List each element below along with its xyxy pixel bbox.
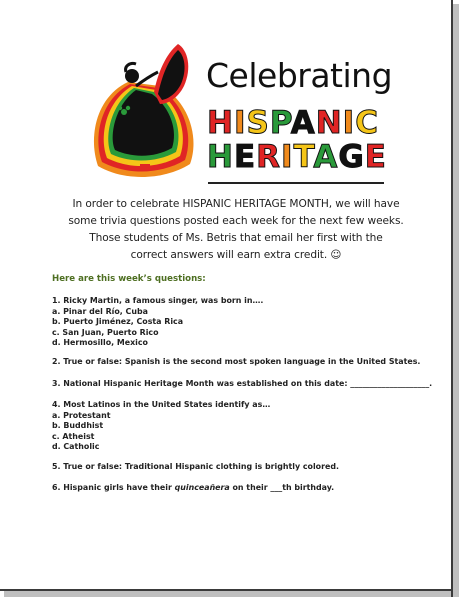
title-letter: C <box>355 105 379 141</box>
page-border <box>451 0 453 597</box>
question-1 <box>52 296 263 349</box>
answer-option: a. Protestant <box>52 410 111 420</box>
title-heritage <box>207 139 387 175</box>
question-3 <box>52 379 432 390</box>
question-5 <box>52 462 339 473</box>
answer-option: d. Hermosillo, Mexico <box>52 338 148 348</box>
intro-line: correct answers will earn extra credit. ☺ <box>130 249 342 261</box>
question-prompt: 3. National Hispanic Heritage Month was established on this date: ____________________. <box>52 379 433 388</box>
title-letter: T <box>293 139 314 175</box>
title-letter: N <box>315 105 343 141</box>
question-prompt: 4. Most Latinos in the United States identify as… <box>52 400 271 409</box>
title-hispanic <box>207 105 379 141</box>
title-letter: I <box>233 105 247 141</box>
title-letter: A <box>313 139 339 175</box>
question-4 <box>52 400 270 453</box>
answer-option: a. Pinar del Río, Cuba <box>52 306 148 316</box>
title-letter: A <box>290 105 316 141</box>
celebrating-title: Celebrating <box>206 56 393 95</box>
page-border <box>0 589 453 591</box>
page-shadow <box>453 4 459 595</box>
title-letter: R <box>256 139 282 175</box>
question-text-italic: quinceañera <box>174 483 230 492</box>
title-letter: S <box>246 105 270 141</box>
answer-option: b. Puerto Jiménez, Costa Rica <box>52 317 184 327</box>
title-letter: I <box>342 105 356 141</box>
question-2 <box>52 357 420 368</box>
title-letter: H <box>207 105 234 141</box>
answer-option: b. Buddhist <box>52 421 104 431</box>
question-prompt <box>52 483 334 494</box>
title-divider <box>208 182 384 184</box>
intro-paragraph <box>40 196 432 264</box>
title-letter: H <box>207 139 234 175</box>
title-letter: I <box>281 139 294 175</box>
answer-option: c. Atheist <box>52 431 95 441</box>
question-prompt: 2. True or false: Spanish is the second most spoken language in the United States. <box>52 357 421 366</box>
title-letter: E <box>233 139 257 175</box>
flamenco-dancer-illustration <box>88 42 200 182</box>
questions-heading: Here are this week’s questions: <box>52 274 206 284</box>
question-text: 6. Hispanic girls have their <box>52 483 175 492</box>
intro-line: Those students of Ms. Betris that email her first with the <box>89 232 383 244</box>
page-shadow <box>4 591 459 597</box>
title-letter: P <box>269 105 291 141</box>
answer-option: c. San Juan, Puerto Rico <box>52 327 159 337</box>
question-prompt: 1. Ricky Martin, a famous singer, was born in…. <box>52 296 264 305</box>
intro-line: some trivia questions posted each week for the next few weeks. <box>68 215 404 227</box>
intro-line: In order to celebrate HISPANIC HERITAGE MONTH, we will have <box>72 198 400 210</box>
answer-option: d. Catholic <box>52 442 100 452</box>
question-prompt: 5. True or false: Traditional Hispanic clothing is brightly colored. <box>52 462 339 471</box>
title-letter: E <box>364 139 387 175</box>
title-letter: G <box>338 139 365 175</box>
question-text: on their ___th birthday. <box>229 483 335 492</box>
question-6 <box>52 483 334 494</box>
